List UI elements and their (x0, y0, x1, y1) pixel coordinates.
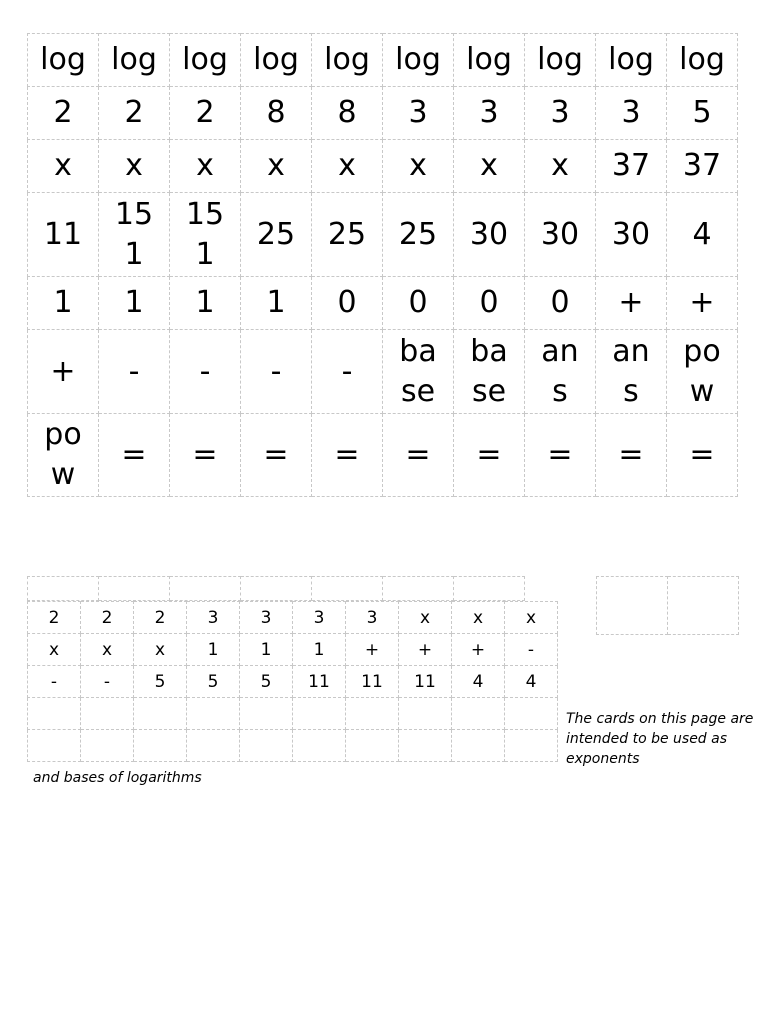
small-card (187, 730, 240, 762)
small-card: x (28, 634, 81, 666)
large-card (99, 414, 170, 497)
large-card-text: 1 (266, 285, 286, 320)
large-card-row (28, 414, 738, 497)
large-card-row (28, 330, 738, 414)
small-card: + (399, 634, 452, 666)
large-card (383, 277, 454, 330)
large-card-text: log (324, 42, 370, 77)
small-card: 1 (240, 634, 293, 666)
large-card-text: x (125, 148, 143, 183)
large-card (383, 414, 454, 497)
large-card (312, 34, 383, 87)
large-card (667, 87, 738, 140)
large-card-text: x (54, 148, 72, 183)
large-card-text: 1 (124, 285, 144, 320)
blank-card (597, 577, 668, 635)
large-card (454, 193, 525, 277)
small-card: - (505, 634, 558, 666)
small-card: 5 (187, 666, 240, 698)
large-card (525, 87, 596, 140)
large-card-text: = (689, 437, 715, 472)
small-card-grid (27, 601, 558, 762)
large-card (99, 330, 170, 414)
large-card-text: x (551, 148, 569, 183)
large-card (454, 140, 525, 193)
large-card-text: x (267, 148, 285, 183)
small-card: 3 (346, 602, 399, 634)
large-card (241, 87, 312, 140)
large-card-text: = (334, 437, 360, 472)
large-card (596, 330, 667, 414)
large-card-text: log (182, 42, 228, 77)
large-card-text: x (480, 148, 498, 183)
large-card-text: log (679, 42, 725, 77)
large-card-text: 8 (266, 95, 286, 130)
large-card (454, 414, 525, 497)
small-card: 11 (293, 666, 346, 698)
large-card-text: = (121, 437, 147, 472)
large-card (383, 87, 454, 140)
large-card (383, 330, 454, 414)
large-card (99, 87, 170, 140)
large-card (454, 330, 525, 414)
small-card: 2 (81, 602, 134, 634)
small-card (293, 730, 346, 762)
large-card (312, 193, 383, 277)
instruction-note: The cards on this page are intended to be used as exponents (566, 711, 754, 767)
large-card (454, 277, 525, 330)
large-card (596, 140, 667, 193)
large-card (312, 414, 383, 497)
large-card (312, 140, 383, 193)
large-card (170, 34, 241, 87)
large-card-row (28, 140, 738, 193)
large-card-text: x (196, 148, 214, 183)
large-card (28, 34, 99, 87)
large-card-text: 37 (611, 148, 651, 183)
large-card-text: log (537, 42, 583, 77)
small-card: 1 (187, 634, 240, 666)
small-card (399, 698, 452, 730)
large-card-row (28, 277, 738, 330)
large-card (28, 87, 99, 140)
small-card: 11 (399, 666, 452, 698)
small-card: x (505, 602, 558, 634)
large-card (525, 414, 596, 497)
small-card (240, 698, 293, 730)
large-card (667, 330, 738, 414)
large-card-text: 2 (195, 95, 215, 130)
large-card-text: 5 (692, 95, 712, 130)
large-card (99, 193, 170, 277)
large-card-text: log (253, 42, 299, 77)
small-card: 4 (505, 666, 558, 698)
large-card (170, 277, 241, 330)
large-card (525, 140, 596, 193)
large-card-text: 0 (479, 285, 499, 320)
large-card-text: log (466, 42, 512, 77)
small-card (240, 730, 293, 762)
large-card (28, 277, 99, 330)
large-card-text: 3 (408, 95, 428, 130)
large-card (525, 193, 596, 277)
large-card (99, 34, 170, 87)
large-card-text: 30 (469, 216, 509, 252)
large-card-text: base (399, 333, 437, 409)
large-card-grid (27, 33, 738, 497)
large-card-text: 8 (337, 95, 357, 130)
small-card (346, 730, 399, 762)
large-card-text: log (111, 42, 157, 77)
small-card-row (28, 698, 558, 730)
small-card: x (134, 634, 187, 666)
large-card (596, 34, 667, 87)
large-card (383, 193, 454, 277)
large-card (28, 140, 99, 193)
large-card (99, 277, 170, 330)
large-card (241, 330, 312, 414)
large-card (170, 330, 241, 414)
small-card: 3 (293, 602, 346, 634)
large-card (28, 193, 99, 277)
small-card (134, 698, 187, 730)
large-card-text: + (50, 353, 76, 389)
large-card (383, 34, 454, 87)
small-card: 1 (293, 634, 346, 666)
large-card-text: base (470, 333, 508, 409)
small-card (81, 730, 134, 762)
large-card-text: 0 (408, 285, 428, 320)
blank-card (28, 577, 99, 601)
small-card: - (28, 666, 81, 698)
small-card-row (28, 666, 558, 698)
large-card (454, 34, 525, 87)
blank-card-pair (596, 576, 739, 635)
large-card-text: 30 (611, 216, 651, 252)
large-card (596, 277, 667, 330)
large-card (241, 140, 312, 193)
large-card-text: 25 (327, 216, 367, 252)
large-card-text: 0 (337, 285, 357, 320)
small-card-row (28, 634, 558, 666)
small-card: 5 (240, 666, 293, 698)
small-card (505, 698, 558, 730)
large-card-text: - (199, 353, 211, 389)
large-card (241, 414, 312, 497)
small-card (399, 730, 452, 762)
large-card (312, 330, 383, 414)
large-card-text: = (405, 437, 431, 472)
large-card (170, 414, 241, 497)
large-card-text: 3 (479, 95, 499, 130)
small-card: 2 (134, 602, 187, 634)
blank-card (312, 577, 383, 601)
large-card-text: = (547, 437, 573, 472)
large-card (99, 140, 170, 193)
small-card: 2 (28, 602, 81, 634)
large-card (596, 193, 667, 277)
small-card (81, 698, 134, 730)
large-card-text: - (341, 353, 353, 389)
large-card (525, 277, 596, 330)
large-card (667, 34, 738, 87)
large-card-text: 151 (185, 196, 225, 272)
small-card: + (346, 634, 399, 666)
small-card (187, 698, 240, 730)
large-card-text: log (395, 42, 441, 77)
large-card-text: 1 (195, 285, 215, 320)
large-card (383, 140, 454, 193)
blank-card (170, 577, 241, 601)
small-card: x (452, 602, 505, 634)
small-card: 3 (187, 602, 240, 634)
large-card-text: = (618, 437, 644, 472)
large-card-text: 4 (692, 216, 712, 252)
large-card-text: 37 (682, 148, 722, 183)
small-card-row (28, 730, 558, 762)
large-card (454, 87, 525, 140)
large-card-text: + (689, 285, 715, 320)
small-card (505, 730, 558, 762)
blank-card (99, 577, 170, 601)
large-card-text: 2 (53, 95, 73, 130)
large-card-text: pow (44, 417, 82, 492)
small-card: - (81, 666, 134, 698)
large-card (667, 193, 738, 277)
blank-card (668, 577, 739, 635)
large-card-text: = (263, 437, 289, 472)
large-card-row (28, 87, 738, 140)
large-card (170, 140, 241, 193)
small-card: 11 (346, 666, 399, 698)
large-card-text: 1 (53, 285, 73, 320)
large-card-text: x (338, 148, 356, 183)
small-card: x (399, 602, 452, 634)
large-card (667, 140, 738, 193)
large-card-text: - (128, 353, 140, 389)
large-card-text: 3 (550, 95, 570, 130)
large-card (667, 414, 738, 497)
large-card-text: + (618, 285, 644, 320)
large-card (241, 34, 312, 87)
large-card-text: = (192, 437, 218, 472)
blank-card (454, 577, 525, 601)
large-card-text: 25 (256, 216, 296, 252)
large-card-text: ans (612, 333, 650, 409)
blank-card (383, 577, 454, 601)
large-card (596, 414, 667, 497)
instruction-note-continued: and bases of logarithms (33, 770, 202, 786)
large-card-text: 151 (114, 196, 154, 272)
small-card (452, 730, 505, 762)
small-card (28, 698, 81, 730)
blank-card-strip (27, 576, 525, 601)
small-card (293, 698, 346, 730)
small-card: + (452, 634, 505, 666)
large-card-text: ans (541, 333, 579, 409)
large-card-text: log (608, 42, 654, 77)
large-card-text: 3 (621, 95, 641, 130)
large-card-text: 11 (43, 216, 83, 252)
large-card (312, 277, 383, 330)
large-card (28, 414, 99, 497)
large-card-text: 30 (540, 216, 580, 252)
large-card-text: 0 (550, 285, 570, 320)
large-card-row (28, 34, 738, 87)
large-card-text: - (270, 353, 282, 389)
large-card (241, 277, 312, 330)
small-card (28, 730, 81, 762)
large-card (525, 330, 596, 414)
large-card (170, 87, 241, 140)
small-card: 3 (240, 602, 293, 634)
small-card (134, 730, 187, 762)
large-card (596, 87, 667, 140)
large-card (241, 193, 312, 277)
small-card (346, 698, 399, 730)
large-card (312, 87, 383, 140)
large-card-text: x (409, 148, 427, 183)
small-card: x (81, 634, 134, 666)
large-card-row (28, 193, 738, 277)
large-card (525, 34, 596, 87)
small-card (452, 698, 505, 730)
large-card-text: = (476, 437, 502, 472)
blank-card (241, 577, 312, 601)
large-card (28, 330, 99, 414)
large-card-text: 25 (398, 216, 438, 252)
large-card (170, 193, 241, 277)
large-card-text: pow (683, 333, 721, 409)
small-card: 5 (134, 666, 187, 698)
large-card-text: 2 (124, 95, 144, 130)
small-card-row (28, 602, 558, 634)
large-card (667, 277, 738, 330)
large-card-text: log (40, 42, 86, 77)
small-card: 4 (452, 666, 505, 698)
